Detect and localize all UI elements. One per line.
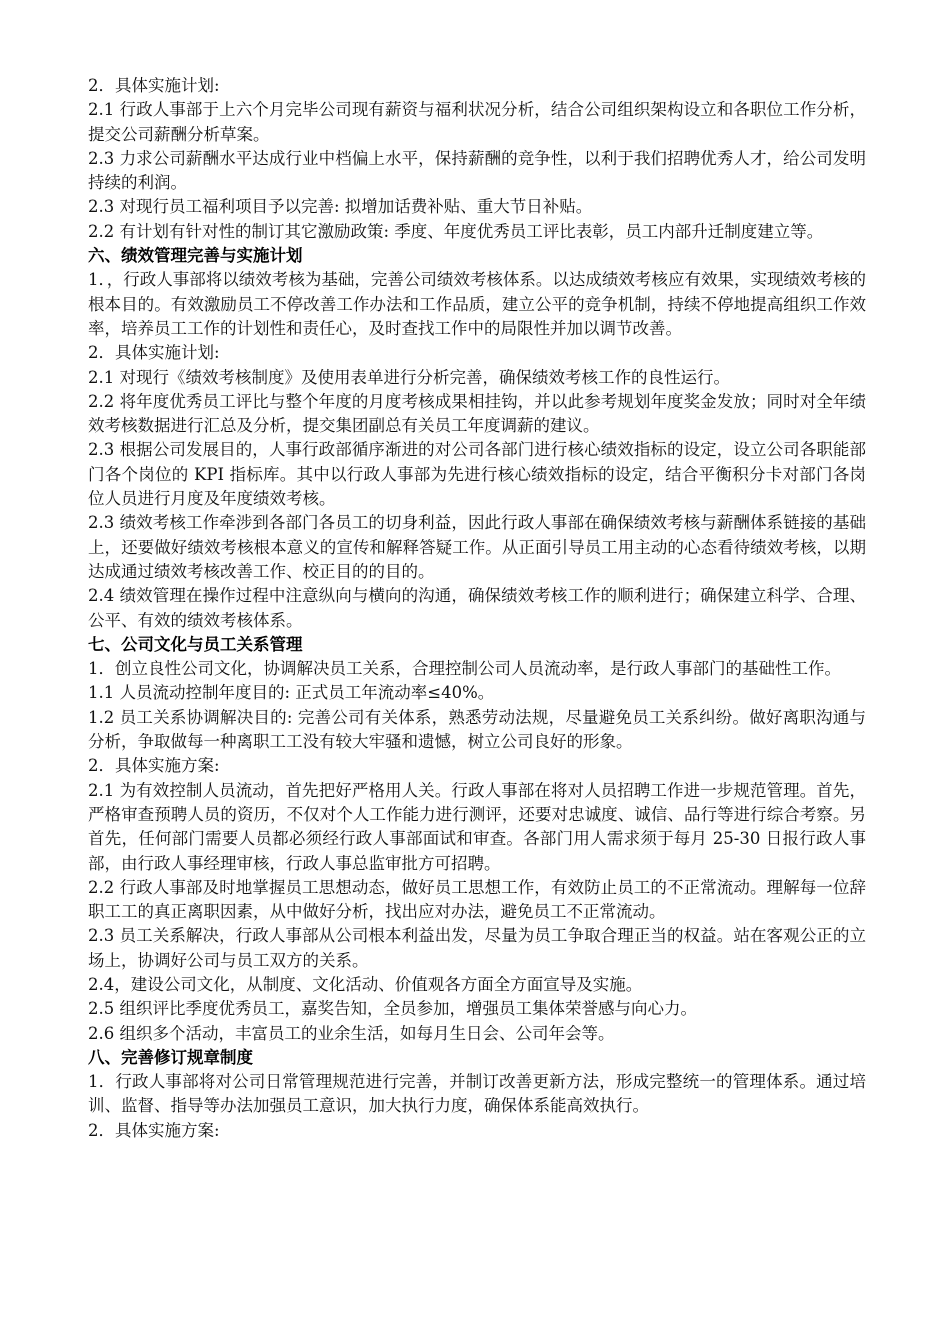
paragraph: 2.5 组织评比季度优秀员工，嘉奖告知，全员参加，增强员工集体荣誉感与向心力。	[88, 999, 697, 1019]
section-heading: 七、公司文化与员工关系管理	[88, 634, 303, 654]
section-heading: 六、绩效管理完善与实施计划	[88, 246, 303, 266]
paragraph: 1.1 人员流动控制年度目的: 正式员工年流动率≤40%。	[88, 683, 495, 703]
document-page	[88, 74, 866, 1143]
paragraph: 2．具体实施方案:	[88, 756, 220, 776]
paragraph: 2.3 力求公司薪酬水平达成行业中档偏上水平，保持薪酬的竞争性，以利于我们招聘优秀人才，给公司发明持续的利润。	[88, 148, 866, 193]
paragraph: 2.4，建设公司文化，从制度、文化活动、价值观各方面全方面宣导及实施。	[88, 974, 643, 994]
paragraph: 2.1 对现行《绩效考核制度》及使用表单进行分析完善，确保绩效考核工作的良性运行。	[88, 367, 730, 387]
paragraph: 2.2 行政人事部及时地掌握员工思想动态，做好员工思想工作，有效防止员工的不正常流动。理解每一位辞职工工的真正离职因素，从中做好分析，找出应对办法，避免员工不正常流动。	[88, 877, 866, 922]
paragraph: 2．具体实施计划:	[88, 76, 220, 95]
paragraph: 2.3 根据公司发展目的，人事行政部循序渐进的对公司各部门进行核心绩效指标的设定，设立公司各职能部门各个岗位的 KPI 指标库。其中以行政人事部为先进行核心绩效指标的设定，结合平衡积分卡对部门各岗位人员进行月度及年度绩效考核。	[88, 440, 866, 509]
paragraph: 1．行政人事部将对公司日常管理规范进行完善，并制订改善更新方法，形成完整统一的管理体系。通过培训、监督、指导等办法加强员工意识，加大执行力度，确保体系能高效执行。	[88, 1072, 866, 1116]
paragraph: 2.1 行政人事部于上六个月完毕公司现有薪资与福利状况分析，结合公司组织架构设立和各职位工作分析，提交公司薪酬分析草案。	[88, 100, 866, 144]
paragraph: 1．，行政人事部将以绩效考核为基础，完善公司绩效考核体系。以达成绩效考核应有效果，实现绩效考核的根本目的。有效激励员工不停改善工作办法和工作品质，建立公平的竞争机制，持续不停地提高组织工作效率，培养员工工作的计划性和责任心，及时查找工作中的局限性并加以调节改善。	[88, 270, 866, 338]
paragraph: 1．创立良性公司文化，协调解决员工关系，合理控制公司人员流动率，是行政人事部门的基础性工作。	[88, 659, 841, 679]
paragraph: 2.3 绩效考核工作牵涉到各部门各员工的切身利益，因此行政人事部在确保绩效考核与薪酬体系链接的基础上，还要做好绩效考核根本意义的宣传和解释答疑工作。从正面引导员工用主动的心态看待绩效考核，以期达成通过绩效考核改善工作、校正目的的目的。	[88, 513, 866, 581]
paragraph: 2.1 为有效控制人员流动，首先把好严格用人关。行政人事部在将对人员招聘工作进一步规范管理。首先，严格审查预聘人员的资历，不仅对个人工作能力进行测评，还要对忠诚度、诚信、品行等进行综合考察。另首先，任何部门需要人员都必须经行政人事部面试和审查。各部门用人需求须于每月 25-30 日报行政人事部，由行政人事经理审核，行政人事总监审批方可招聘。	[88, 780, 866, 873]
paragraph: 1.2 员工关系协调解决目的: 完善公司有关体系，熟悉劳动法规，尽量避免员工关系纠纷。做好离职沟通与分析，争取做每一种离职工工没有较大牢骚和遗憾，树立公司良好的形象。	[88, 707, 866, 752]
paragraph: 2.2 有计划有针对性的制订其它激励政策: 季度、年度优秀员工评比表彰，员工内部升迁制度建立等。	[88, 221, 824, 241]
paragraph: 2.3 员工关系解决，行政人事部从公司根本利益出发，尽量为员工争取合理正当的权益。站在客观公正的立场上，协调好公司与员工双方的关系。	[88, 926, 866, 970]
paragraph: 2.2 将年度优秀员工评比与整个年度的月度考核成果相挂钩，并以此参考规划年度奖金发放；同时对全年绩效考核数据进行汇总及分析，提交集团副总有关员工年度调薪的建议。	[88, 391, 866, 436]
paragraph: 2．具体实施方案:	[88, 1120, 220, 1140]
paragraph: 2．具体实施计划:	[88, 343, 220, 363]
section-heading: 八、完善修订规章制度	[88, 1047, 253, 1067]
paragraph: 2.6 组织多个活动，丰富员工的业余生活，如每月生日会、公司年会等。	[88, 1023, 615, 1043]
paragraph: 2.4 绩效管理在操作过程中注意纵向与横向的沟通，确保绩效考核工作的顺利进行；确保建立科学、合理、公平、有效的绩效考核体系。	[88, 586, 866, 630]
paragraph: 2.3 对现行员工福利项目予以完善: 拟增加话费补贴、重大节日补贴。	[88, 197, 593, 217]
